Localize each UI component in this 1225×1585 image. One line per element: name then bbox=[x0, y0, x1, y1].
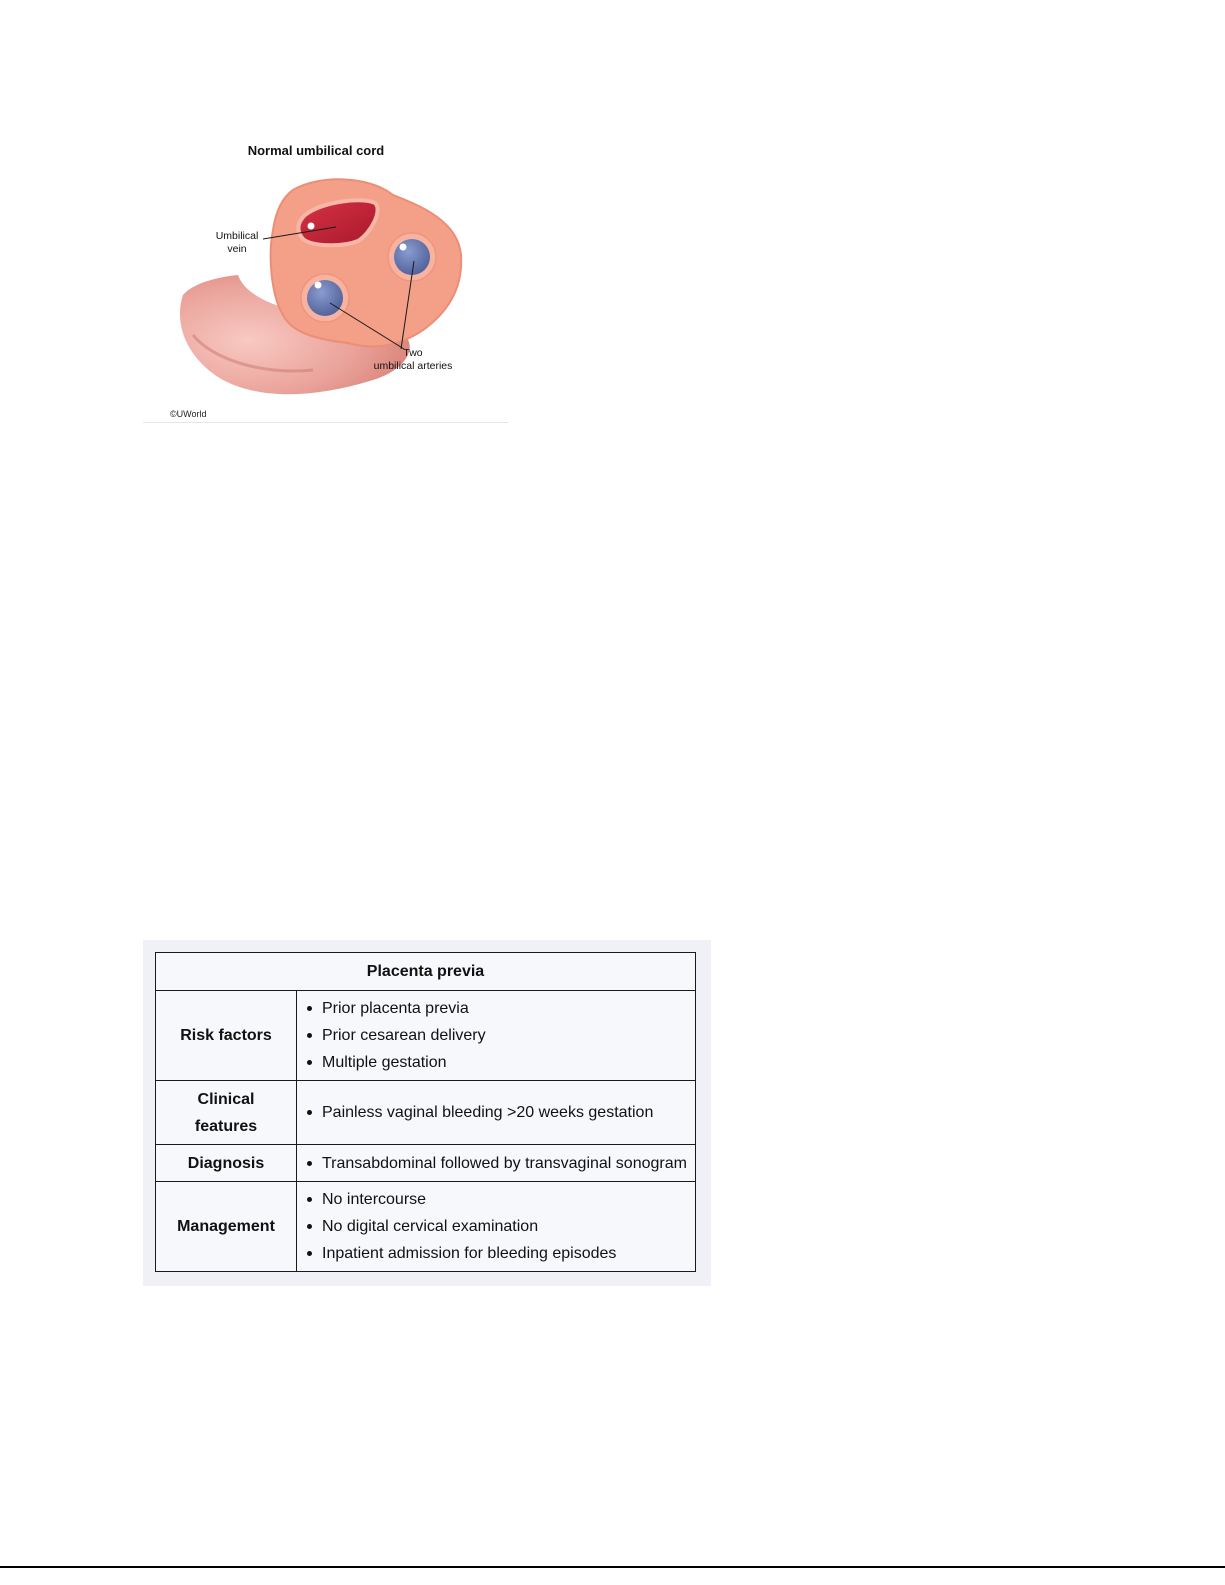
vein-label bbox=[207, 230, 267, 256]
copyright-notice: ©UWorld bbox=[170, 409, 207, 419]
list-item: Multiple gestation bbox=[305, 1049, 687, 1076]
list-item: Prior placenta previa bbox=[305, 995, 687, 1022]
list-item: No intercourse bbox=[305, 1186, 687, 1213]
arteries-label bbox=[363, 347, 463, 373]
list-item: Painless vaginal bleeding >20 weeks gestation bbox=[305, 1099, 687, 1126]
umbilical-artery-left bbox=[307, 280, 343, 316]
row-content-management bbox=[297, 1182, 696, 1272]
vein-label-line1: Umbilical bbox=[215, 230, 259, 242]
row-content-risk-factors bbox=[297, 991, 696, 1081]
list-item: Inpatient admission for bleeding episodes bbox=[305, 1240, 687, 1267]
table-row bbox=[156, 1145, 696, 1182]
row-heading-risk-factors: Risk factors bbox=[156, 991, 297, 1081]
row-heading-clinical-features: Clinical features bbox=[156, 1081, 297, 1145]
row-content-clinical-features bbox=[297, 1081, 696, 1145]
vein-label-line2: vein bbox=[227, 243, 247, 255]
umbilical-artery-right bbox=[394, 239, 430, 275]
table-title-row bbox=[156, 953, 696, 991]
table-row bbox=[156, 1182, 696, 1272]
page-bottom-rule bbox=[0, 1566, 1225, 1568]
list-item: No digital cervical examination bbox=[305, 1213, 687, 1240]
vein-highlight bbox=[308, 223, 315, 230]
list-item: Prior cesarean delivery bbox=[305, 1022, 687, 1049]
arteries-label-line1: Two bbox=[403, 347, 423, 359]
table-row bbox=[156, 1081, 696, 1145]
placenta-previa-table bbox=[155, 952, 696, 1272]
table-row bbox=[156, 991, 696, 1081]
table-title: Placenta previa bbox=[156, 953, 696, 991]
arteries-label-line2: umbilical arteries bbox=[373, 360, 453, 372]
figure-title: Normal umbilical cord bbox=[247, 143, 385, 158]
row-heading-management: Management bbox=[156, 1182, 297, 1272]
figure-bottom-border bbox=[143, 422, 508, 423]
umbilical-cord-figure bbox=[143, 135, 508, 425]
placenta-previa-table-panel bbox=[143, 940, 711, 1286]
row-heading-diagnosis: Diagnosis bbox=[156, 1145, 297, 1182]
list-item: Transabdominal followed by transvaginal sonogram bbox=[305, 1150, 691, 1177]
row-content-diagnosis bbox=[297, 1145, 696, 1182]
umbilical-cord-illustration bbox=[143, 135, 508, 425]
